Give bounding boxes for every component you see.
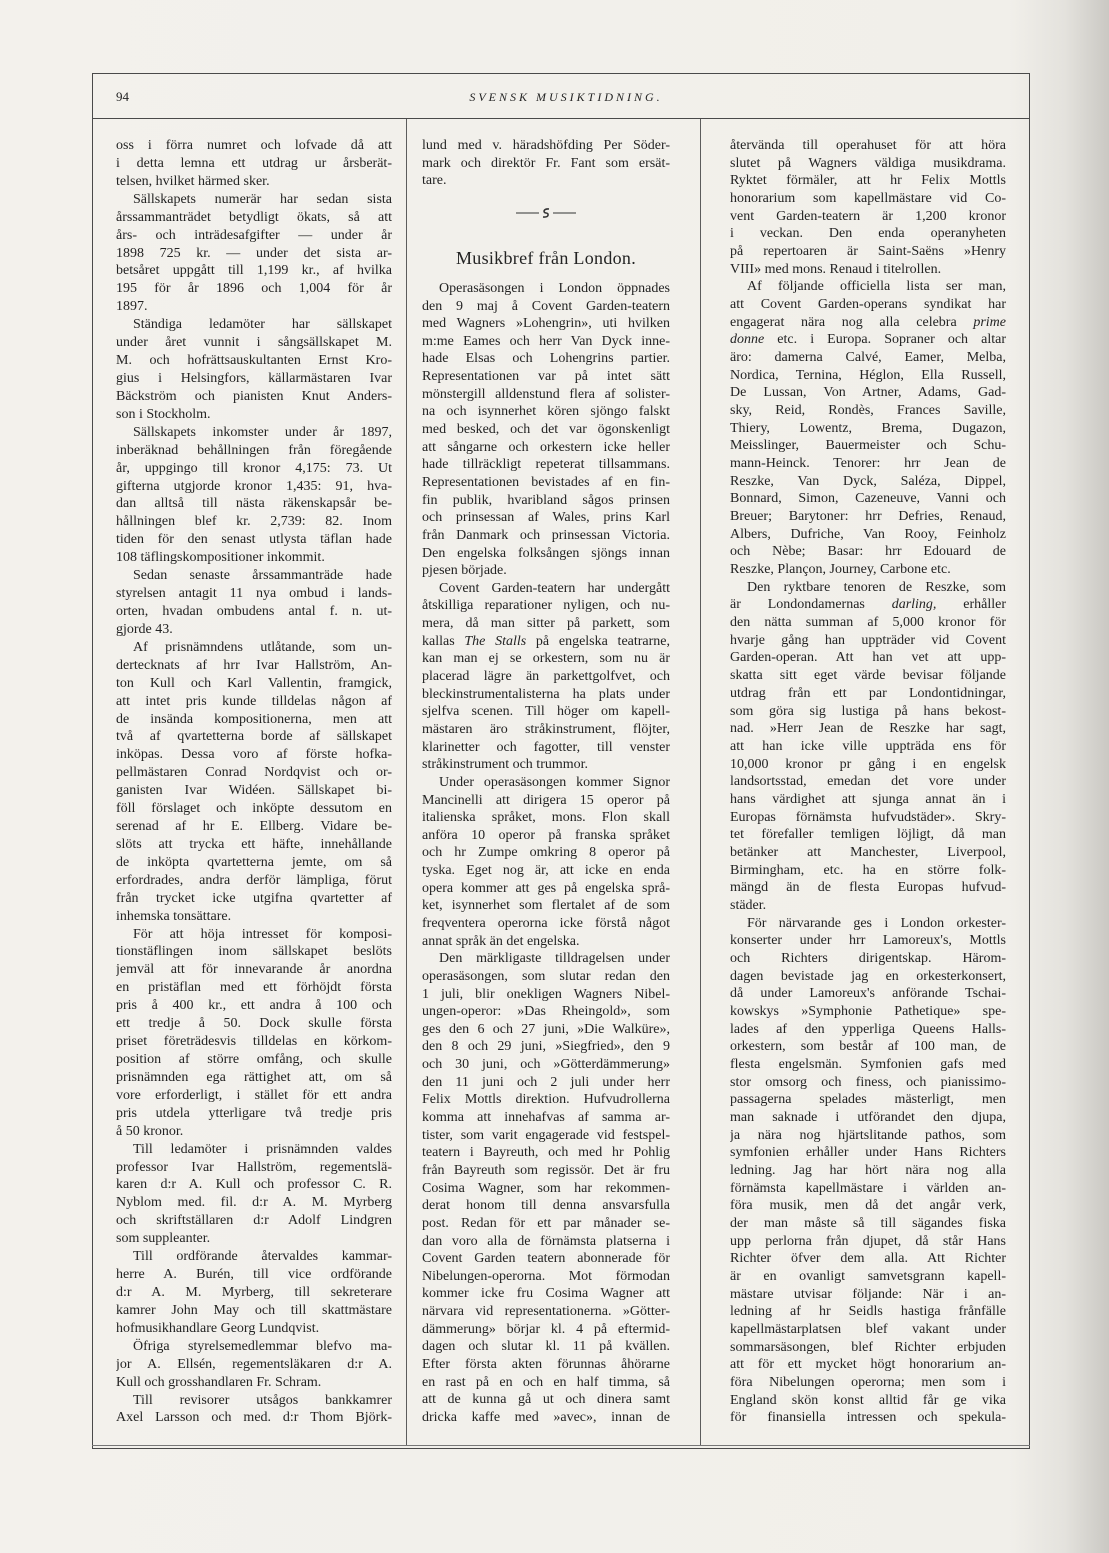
- text-line: föra musik, men då det angår verk,: [730, 1198, 1006, 1214]
- text-line: års- och inträdesafgifter — under år: [116, 227, 392, 243]
- text-line: pris utdela ytterligare två tredje pris: [116, 1105, 392, 1121]
- text-line: Reszke, Plançon, Journey, Carbone etc.: [730, 562, 951, 578]
- page-number: 94: [116, 89, 129, 104]
- text-line: symfonien erhåller under Hans Richters: [730, 1145, 1006, 1161]
- text-line: att för ett mycket högt honorarium an-: [730, 1357, 1006, 1373]
- text-line: Reszke, Van Dyck, Saléza, Dippel,: [730, 473, 1006, 489]
- text-line: äro: damerna Calvé, Eamer, Melba,: [730, 350, 1006, 366]
- text-line: föra Nibelungen operorna; men som i: [730, 1375, 1006, 1391]
- text-line: mängd än de flesta Europas hufvud-: [730, 880, 1006, 896]
- column-2-continuation: [422, 137, 670, 190]
- text-line: kapellmästarplatsen blef vakant under: [730, 1322, 1006, 1338]
- text-line: som suppleanter.: [116, 1231, 211, 1247]
- text-line: utdrag från ett par Londontidningar,: [730, 685, 1006, 701]
- text-line: styrelsen antagit 11 nya ombud i lands-: [116, 586, 392, 602]
- text-line: Den ryktbare tenoren de Reszke, som: [747, 579, 1006, 595]
- text-line: betänker att Manchester, Liverpool,: [730, 844, 1006, 860]
- text-line: från Bayreuth som regissör. Det är fru: [422, 1162, 670, 1178]
- text-line: post. Redan för ett par månader se-: [422, 1215, 670, 1231]
- paragraph: [116, 926, 392, 1141]
- text-line: förnämsta kapellmästare i världen an-: [730, 1180, 1006, 1196]
- text-line: Sedan senaste årssammanträde hade: [133, 568, 392, 584]
- text-line: skatta sitt eget värde bevisar följande: [730, 668, 1006, 684]
- text-line: [730, 596, 1006, 614]
- column-rule-1: [406, 119, 407, 1445]
- text-line: från Danmark och prinsessan Victoria.: [422, 527, 670, 543]
- paragraph: [116, 191, 392, 316]
- text-line: 195 för år 1896 och 1,004 för år: [116, 281, 392, 297]
- text-line: position af större omfång, och skulle: [116, 1052, 392, 1068]
- text-line: Felix Mottls direktion. Hufvudrollerna: [422, 1092, 670, 1108]
- text-line: hade Elsas och Lohengrins partier.: [422, 351, 670, 367]
- text-line: ges den 6 och 27 juni, »Die Walküre»,: [422, 1021, 670, 1037]
- text-line: dertecknats af hrr Ivar Hallström, An-: [116, 657, 392, 673]
- text-line: slutet på Wagners väldiga musikdrama.: [730, 155, 1006, 171]
- text-line: Axel Larsson och med. d:r Thom Björk-: [116, 1410, 392, 1426]
- text-line: sky, Reid, Rondès, Frances Saville,: [730, 403, 1006, 419]
- text-line: de inköpta qvartetterna jemte, om så: [116, 854, 392, 870]
- text-line: ton Kull och Karl Vallentin, framgick,: [116, 675, 392, 691]
- frame-bottom-rule: [92, 1445, 1030, 1446]
- text-line: och prinsessan af Wales, prins Karl: [422, 510, 670, 526]
- text-line: då under Lamoreux's anförande Tschai-: [730, 986, 1006, 1002]
- text-line: mann-Heinck. Tenorer: hrr Jean de: [730, 456, 1006, 472]
- text-line: mästare utvisar följande: När i an-: [730, 1286, 1006, 1302]
- text-line: Till revisorer utsågos bankkamrer: [133, 1392, 392, 1408]
- text-line: Operasäsongen i London öppnades: [439, 280, 670, 296]
- text-line: att han icke ville uppträda ens för: [730, 738, 1006, 754]
- paragraph: [116, 567, 392, 639]
- text-line: 1 juli, blir onekligen Wagners Nibel-: [422, 986, 670, 1002]
- text-line: och Nèbe; Basar: hrr Edouard de: [730, 544, 1006, 560]
- text-line: två af qvartetterna borde af sällskapet: [116, 729, 392, 745]
- header-rule: [92, 118, 1030, 119]
- paragraph: [116, 1392, 392, 1428]
- text-line: ett tredje å 50. Dock skulle första: [116, 1016, 392, 1032]
- text-line: oss i förra numret och lofvade då att: [116, 138, 392, 153]
- text-line: ledning. Jag har hört nära nog alla: [730, 1162, 1006, 1178]
- text-line: att intet pris kunde tilldelas någon af: [116, 693, 392, 709]
- paragraph: [116, 1338, 392, 1392]
- text-line: stråkinstrument och trummor.: [422, 757, 589, 773]
- paragraph: [730, 579, 1006, 915]
- text-line: placerad lägre än parkettgolfvet, och: [422, 669, 670, 685]
- text-line: herre A. Burén, till vice ordförande: [116, 1267, 392, 1283]
- text-line: inberäknad behållningen från föregående: [116, 442, 392, 458]
- text-line: närvara vid representationerna. »Götter-: [422, 1304, 670, 1320]
- text-line: Bäckström och pianisten Knut Anders-: [116, 388, 392, 404]
- text-line: dan alltså till nästa räkenskapsår be-: [116, 496, 392, 512]
- text-line: tister, som varit engagerade vid festspel-: [422, 1127, 670, 1143]
- text-line: och 30 juni, och »Götterdämmerung»: [422, 1057, 670, 1073]
- text-line: med besked, och det var ögonskenligt: [422, 422, 670, 438]
- text-line: orten, hvadan ombudens antal f. n. ut-: [116, 603, 392, 619]
- text-line: Nordica, Ternina, Héglon, Ella Russell,: [730, 367, 1006, 383]
- text-line: att de kunna gå ut och dinera samt: [422, 1392, 670, 1408]
- paragraph: [116, 316, 392, 424]
- text-line: upp perlorna från djupet, då står Hans: [730, 1233, 1006, 1249]
- text-line: klarinetter och fagotter, till venster: [422, 739, 670, 755]
- text-line: pris å 400 kr., ett andra å 100 och: [116, 998, 392, 1014]
- text-line: den 11 juni och 2 juli under herr: [422, 1074, 670, 1090]
- text-line: Richter öfver dem alla. Att Richter: [730, 1251, 1006, 1267]
- text-line: mästaren äro stråkinstrument, flöjter,: [422, 721, 670, 737]
- text-line: jemväl att för innevarande år anordna: [116, 962, 392, 978]
- text-line: gjorde 43.: [116, 621, 173, 637]
- text-line: med Wagners »Lohengrin», uti hvilken: [422, 316, 670, 332]
- text-line: prisnämnden ega rättighet att, om så: [116, 1069, 392, 1085]
- text-line: dämmerung» börjar kl. 4 på eftermid-: [422, 1321, 670, 1337]
- text-line: kan man ej se orkestern, som nu är: [422, 651, 670, 667]
- text-line: flesta engelsmän. Symfonien gafs med: [730, 1056, 1006, 1072]
- text-line: är en ovanligt samvetsgrann kapell-: [730, 1269, 1006, 1284]
- text-line: Birmingham, etc. ha en större folk-: [730, 862, 1006, 878]
- text-line: Till ordförande återvaldes kammar-: [133, 1249, 392, 1265]
- text-line: gius i Helsingfors, källarmästaren Ivar: [116, 370, 392, 386]
- text-line: pellmästaren Conrad Nordqvist och or-: [116, 765, 392, 781]
- text-line: opera kommer att ges på engelska språ-: [422, 880, 670, 896]
- text-line: en pristäflan med ett förhöjdt första: [116, 980, 392, 996]
- text-line: serenad af hr E. Ellberg. Vidare be-: [116, 819, 392, 835]
- text-line: mera, då man sitter på parkett, som: [422, 616, 670, 632]
- text-line: att sångarne och orkestern icke heller: [422, 439, 670, 455]
- text-line: karen d:r A. Kull och professor C. R.: [116, 1177, 392, 1193]
- paragraph: [422, 580, 670, 774]
- text-line: Bonnard, Simon, Cazeneuve, Vanni och: [730, 491, 1006, 507]
- text-line: Meisslinger, Bauermeister och Schu-: [730, 438, 1006, 454]
- text-line: England skön konst alltid får ge vika: [730, 1392, 1006, 1408]
- text-line: ket, isynnerhet som flertalet af de som: [422, 898, 670, 914]
- paragraph: [116, 137, 392, 191]
- text-line: betsåret uppgått till 1,199 kr., af hvilka: [116, 263, 392, 279]
- paragraph: [422, 137, 670, 190]
- text-line: att Covent Garden-operans syndikat har: [730, 297, 1006, 313]
- text-line: jor A. Ellsén, regementsläkaren d:r A.: [116, 1356, 392, 1372]
- text-line: hållningen blef kr. 2,739: 82. Inom: [116, 514, 392, 530]
- text-line: vore erforderligt, i stället för ett andra: [116, 1087, 392, 1103]
- article-body: [422, 280, 670, 1427]
- text-line: [730, 331, 1006, 349]
- text-line: föll förslaget och inköpte dessutom en: [116, 801, 392, 817]
- text-line: Europas förnämsta hufvudstäder». Skry-: [730, 809, 1006, 825]
- text-line: å 50 kronor.: [116, 1123, 184, 1139]
- text-line: ungen-operor: »Das Rheingold», som: [422, 1004, 670, 1020]
- article-heading: Musikbref från London.: [455, 247, 637, 268]
- text-line: Thiery, Lowentz, Brema, Dugazon,: [730, 420, 1006, 436]
- paragraph: [730, 137, 1006, 278]
- text-segment: erhåller: [936, 597, 1006, 613]
- text-line: årssammanträdet betydligt ökats, så att: [116, 209, 392, 225]
- text-line: ledning af hr Seidls hastiga frånfälle: [730, 1304, 1006, 1320]
- text-line: de insända kompositionerna, men att: [116, 711, 392, 727]
- text-line: för finansiella intressen och spekula-: [730, 1410, 1006, 1426]
- text-line: kommer icke fru Cosima Wagner att: [422, 1286, 670, 1302]
- text-line: 1897.: [116, 299, 148, 315]
- paragraph: [422, 280, 670, 580]
- text-line: Af följande officiella lista ser man,: [747, 279, 1006, 295]
- text-segment: kallas: [422, 633, 465, 649]
- paragraph: [422, 774, 670, 950]
- text-line: dricka kaffe med »avec», innan de: [422, 1409, 670, 1425]
- text-line: den 8 och 29 juni, »Siegfried», den 9: [422, 1039, 670, 1055]
- text-line: son i Stockholm.: [116, 406, 211, 422]
- text-line: dan voro alla de förnämsta platserna i: [422, 1233, 670, 1249]
- paragraph: [730, 278, 1006, 578]
- paragraph: [116, 1141, 392, 1249]
- text-line: Albers, Dufriche, Van Rooy, Feinholz: [730, 526, 1006, 542]
- text-segment: engagerat nära nog alla celebra: [730, 314, 974, 330]
- text-line: mark och direktör Fr. Fant som ersät-: [422, 155, 670, 171]
- italic-text-segment: prime: [973, 314, 1006, 330]
- italic-text-segment: The Stalls: [464, 633, 527, 649]
- text-line: på repertoaren är Saint-Saëns »Henry: [730, 244, 1006, 260]
- text-line: För närvarande ges i London orkester-: [747, 915, 1006, 931]
- text-line: Efter första akten förunnas åhörarne: [422, 1357, 670, 1372]
- text-line: [422, 633, 670, 651]
- text-line: M. och hofrättsauskultanten Ernst Kro-: [116, 353, 392, 369]
- text-line: italienska språket, mons. Flon skall: [422, 810, 670, 826]
- text-line: Ryktet förmäler, att hr Felix Mottls: [730, 173, 1006, 189]
- text-line: Representationen bevistades af en fin-: [422, 474, 670, 490]
- text-line: 10,000 kronor pr gång i en engelsk: [730, 756, 1006, 772]
- text-line: honorarium som kapellmästare vid Co-: [730, 191, 1006, 207]
- italic-text-segment: donne: [730, 332, 765, 348]
- text-line: åtskilliga reparationer nyligen, och nu-: [422, 598, 670, 614]
- text-line: och hr Zumpe omkring 8 operor på: [422, 845, 670, 861]
- text-line: Till ledamöter i prisnämnden valdes: [133, 1141, 392, 1157]
- text-line: hans värdighet att sjunga annat än i: [730, 791, 1006, 807]
- text-line: hvarje gång han uppträder vid Covent: [730, 632, 1006, 648]
- column-rule-2: [700, 119, 701, 1445]
- text-line: slöts att trycka ett häfte, innehållande: [116, 836, 392, 852]
- text-line: sjelfva scenen. Till höger om kapell-: [422, 704, 670, 720]
- text-line: Mancinelli att dirigera 15 operor på: [422, 792, 670, 808]
- text-line: tiden för den senast utlysta täflan hade: [116, 532, 392, 548]
- text-line: konserter under hrr Lamoreux's, Mottls: [730, 933, 1006, 949]
- text-line: den 9 maj å Covent Garden-teatern: [422, 298, 670, 314]
- text-line: Under operasäsongen kommer Signor: [439, 774, 670, 790]
- text-line: derat honom till denna ansvarsfulla: [422, 1198, 670, 1214]
- text-line: Den märkligaste tilldragelsen under: [439, 951, 670, 967]
- text-line: [730, 314, 1006, 332]
- text-segment: är Londondamernas: [730, 597, 892, 613]
- text-line: Representationen var på intet sätt: [422, 369, 670, 385]
- text-line: lades af den ypperliga Queens Halls-: [730, 1021, 1006, 1037]
- paragraph: [116, 639, 392, 926]
- text-line: De Lussan, Von Artner, Adams, Gad-: [730, 385, 1006, 401]
- text-line: professor Ivar Hallström, regementslä-: [116, 1159, 392, 1175]
- italic-text-segment: darling,: [891, 597, 937, 613]
- text-line: freqventera operorna icke förstå något: [422, 915, 670, 931]
- text-line: Sällskapets inkomster under år 1897,: [133, 424, 392, 440]
- text-line: annat språk än det engelska.: [422, 933, 580, 949]
- text-line: dagen bevistade jag en orkesterkonsert,: [730, 968, 1006, 984]
- text-line: Kull och grosshandlaren Fr. Schram.: [116, 1374, 322, 1390]
- column-3: [730, 137, 1006, 1427]
- text-line: den nätta summan af 5,000 kronor för: [730, 615, 1006, 631]
- text-line: Cosima Wagner, som har rekommen-: [422, 1180, 670, 1196]
- text-line: man saknade i utförandet den djupa,: [730, 1109, 1006, 1125]
- text-line: Öfriga styrelsemedlemmar blefvo ma-: [133, 1338, 392, 1354]
- text-line: landsortsstad, emedan det vore under: [730, 774, 1006, 790]
- text-line: Den engelska folksången sjöngs innan: [422, 545, 670, 561]
- text-line: i detta lemna ett utdrag ur årsberät-: [116, 155, 392, 171]
- text-line: lund med v. häradshöfding Per Söder-: [422, 138, 670, 153]
- text-line: hofmusikhandlare Georg Lundqvist.: [116, 1320, 320, 1336]
- text-line: hade tillräckligt repeterat tillsammans.: [422, 457, 670, 473]
- text-line: och skriftställaren d:r Adolf Lindgren: [116, 1213, 392, 1229]
- text-line: operasäsongen, som slutar redan den: [422, 968, 670, 984]
- paragraph: [730, 915, 1006, 1427]
- text-line: Sällskapets numerär har sedan sista: [133, 191, 392, 207]
- text-line: der man måste så till sägandes fiska: [730, 1215, 1006, 1231]
- text-line: stor omsorg och finess, och pianissimo-: [730, 1074, 1006, 1090]
- paragraph: [116, 424, 392, 567]
- paragraph: [116, 1248, 392, 1338]
- text-line: från trycket icke utgifna qvartetter af: [116, 890, 392, 906]
- text-line: inhemska tonsättare.: [116, 908, 232, 924]
- text-line: Af prisnämndens utlåtande, som un-: [133, 639, 392, 655]
- text-line: na och isynnerhet kören sjöngo falskt: [422, 404, 670, 420]
- text-line: För att höja intresset för komposi-: [133, 926, 392, 942]
- text-line: sommarsäsongen, blef Richter erbjuden: [730, 1339, 1006, 1355]
- text-line: orkestern, som består af 100 man, de: [730, 1039, 1006, 1055]
- text-line: telsen, hvilket härmed sker.: [116, 173, 270, 189]
- ornament-flourish-icon: [514, 207, 578, 219]
- text-line: och Richters dirigentskap. Härom-: [730, 950, 1006, 966]
- text-line: m:me Eames och herr Van Dyck inne-: [422, 333, 670, 349]
- text-line: som göra sig lustiga på hans bekost-: [730, 703, 1006, 719]
- text-line: teatern i Bayreuth, och med hr Pohlig: [422, 1145, 670, 1161]
- text-line: bleckinstrumentalisterna ha plats under: [422, 686, 670, 702]
- text-line: passagerna spelades mästerligt, men: [730, 1092, 1006, 1108]
- text-line: Ständiga ledamöter har sällskapet: [133, 317, 392, 333]
- text-line: tyska. Eget nog är, att icke en enda: [422, 863, 670, 879]
- text-line: d:r A. M. Myrberg, till sekreterare: [116, 1285, 392, 1300]
- text-line: Covent Garden teatern abonnerade för: [422, 1251, 670, 1267]
- text-segment: etc. i Europa. Sopraner och altar: [764, 332, 1006, 348]
- text-line: dagen och slutar kl. 11 på kvällen.: [422, 1339, 670, 1355]
- text-line: ganisten Ivar Widéen. Sällskapet bi-: [116, 783, 392, 799]
- text-line: kowskys »Symphonie Pathetique» spe-: [730, 1003, 1006, 1019]
- text-line: Nyblom med. fil. d:r A. M. Myrberg: [116, 1195, 392, 1211]
- text-line: anföra 10 operor på franska språket: [422, 827, 670, 843]
- journal-title: SVENSK MUSIKTIDNING.: [469, 90, 663, 104]
- text-line: VIII» med mons. Renaud i titelrollen.: [730, 261, 942, 277]
- text-line: en rast på en och en half timma, så: [422, 1374, 670, 1390]
- text-line: 1898 725 kr. — under det sista ar-: [116, 245, 392, 261]
- column-1: [116, 137, 392, 1427]
- text-line: Covent Garden-teatern har undergått: [439, 580, 670, 596]
- column-2: [422, 137, 670, 1427]
- text-line: pjesen började.: [422, 563, 507, 579]
- text-line: ja nära nog hjärtslitande pathos, som: [730, 1127, 1006, 1143]
- text-line: återvända till operahuset för att höra: [730, 138, 1006, 153]
- text-line: priset företrädesvis tilldelas en körkom-: [116, 1034, 392, 1050]
- text-line: under året vunnit i sångsällskapet M.: [116, 335, 392, 351]
- text-line: kamrer John May och till skattmästare: [116, 1302, 392, 1318]
- text-line: i veckan. Den enda operanyheten: [730, 226, 1006, 242]
- text-segment: på engelska teatrarne,: [526, 633, 670, 649]
- text-line: Garden-operan. Att han vet att upp-: [730, 650, 1006, 666]
- text-line: mönstergill alldenstund flera af solister-: [422, 386, 670, 402]
- text-line: år, uppgingo till kronor 4,175: 73. Ut: [116, 460, 392, 476]
- text-line: komma att innehafvas af samma ar-: [422, 1110, 670, 1126]
- text-line: erfordrades, andra derför lämpliga, förut: [116, 872, 392, 888]
- paragraph: [422, 950, 670, 1426]
- text-line: tet förefaller temligen löjligt, då man: [730, 827, 1006, 843]
- text-line: 108 täflingskompositioner inkommit.: [116, 550, 325, 566]
- text-line: Breuer; Barytoner: hrr Defries, Renaud,: [730, 509, 1006, 525]
- text-line: tionstäflingen inom sällskapet beslöts: [116, 944, 392, 960]
- text-line: vent Garden-teatern är 1,200 kronor: [730, 208, 1006, 224]
- text-line: fin publik, hvaribland sågos prinsen: [422, 492, 670, 508]
- text-line: städer.: [730, 897, 767, 913]
- text-line: nad. »Herr Jean de Reszke har sagt,: [730, 721, 1006, 737]
- text-line: tare.: [422, 173, 447, 189]
- section-divider: [422, 190, 670, 236]
- text-line: gifterna utgjorde kronor 1,435: 91, hva-: [116, 478, 392, 494]
- text-line: inköpas. Dessa voro af förste hofka-: [116, 747, 392, 763]
- text-line: Nibelungen-operorna. Mot förmodan: [422, 1268, 670, 1284]
